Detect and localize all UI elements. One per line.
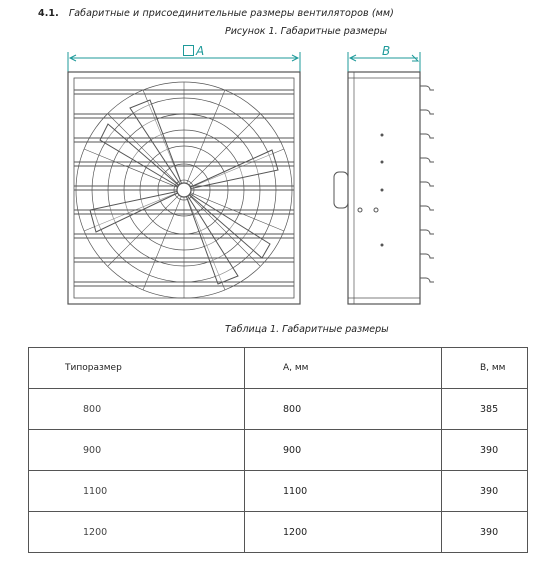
dimensions-table [28, 347, 528, 553]
header-size: Типоразмер [29, 348, 245, 389]
table-row [29, 389, 528, 430]
side-view [334, 72, 434, 304]
section-number: 4.1. [38, 8, 59, 19]
dimension-b-label: B [382, 44, 391, 58]
louver-hinges [420, 86, 434, 282]
table-row [29, 430, 528, 471]
table-caption: Таблица 1. Габаритные размеры [225, 324, 389, 335]
table-row [29, 512, 528, 553]
table-row [29, 471, 528, 512]
dimension-a-line [68, 52, 300, 72]
table-header-row [29, 348, 528, 389]
cell-a: 1200 [245, 512, 442, 553]
bolt-hole [374, 208, 378, 212]
section-title: Габаритные и присоединительные размеры вентиляторов (мм) [68, 8, 394, 19]
cell-b: 390 [442, 430, 528, 471]
header-a: А, мм [245, 348, 442, 389]
cell-size: 1100 [29, 471, 245, 512]
dimension-a-label: A [183, 44, 204, 58]
dimension-b-line [348, 52, 420, 72]
cell-a: 800 [245, 389, 442, 430]
cell-b: 390 [442, 512, 528, 553]
fan-hub [177, 183, 191, 197]
front-view [68, 72, 300, 304]
cell-size: 800 [29, 389, 245, 430]
motor-housing [334, 172, 348, 208]
header-b: В, мм [442, 348, 528, 389]
cell-b: 390 [442, 471, 528, 512]
cell-size: 900 [29, 430, 245, 471]
figure-caption: Рисунок 1. Габаритные размеры [225, 26, 388, 37]
bolt-hole [358, 208, 362, 212]
cell-b: 385 [442, 389, 528, 430]
cell-a: 900 [245, 430, 442, 471]
cell-size: 1200 [29, 512, 245, 553]
cell-a: 1100 [245, 471, 442, 512]
